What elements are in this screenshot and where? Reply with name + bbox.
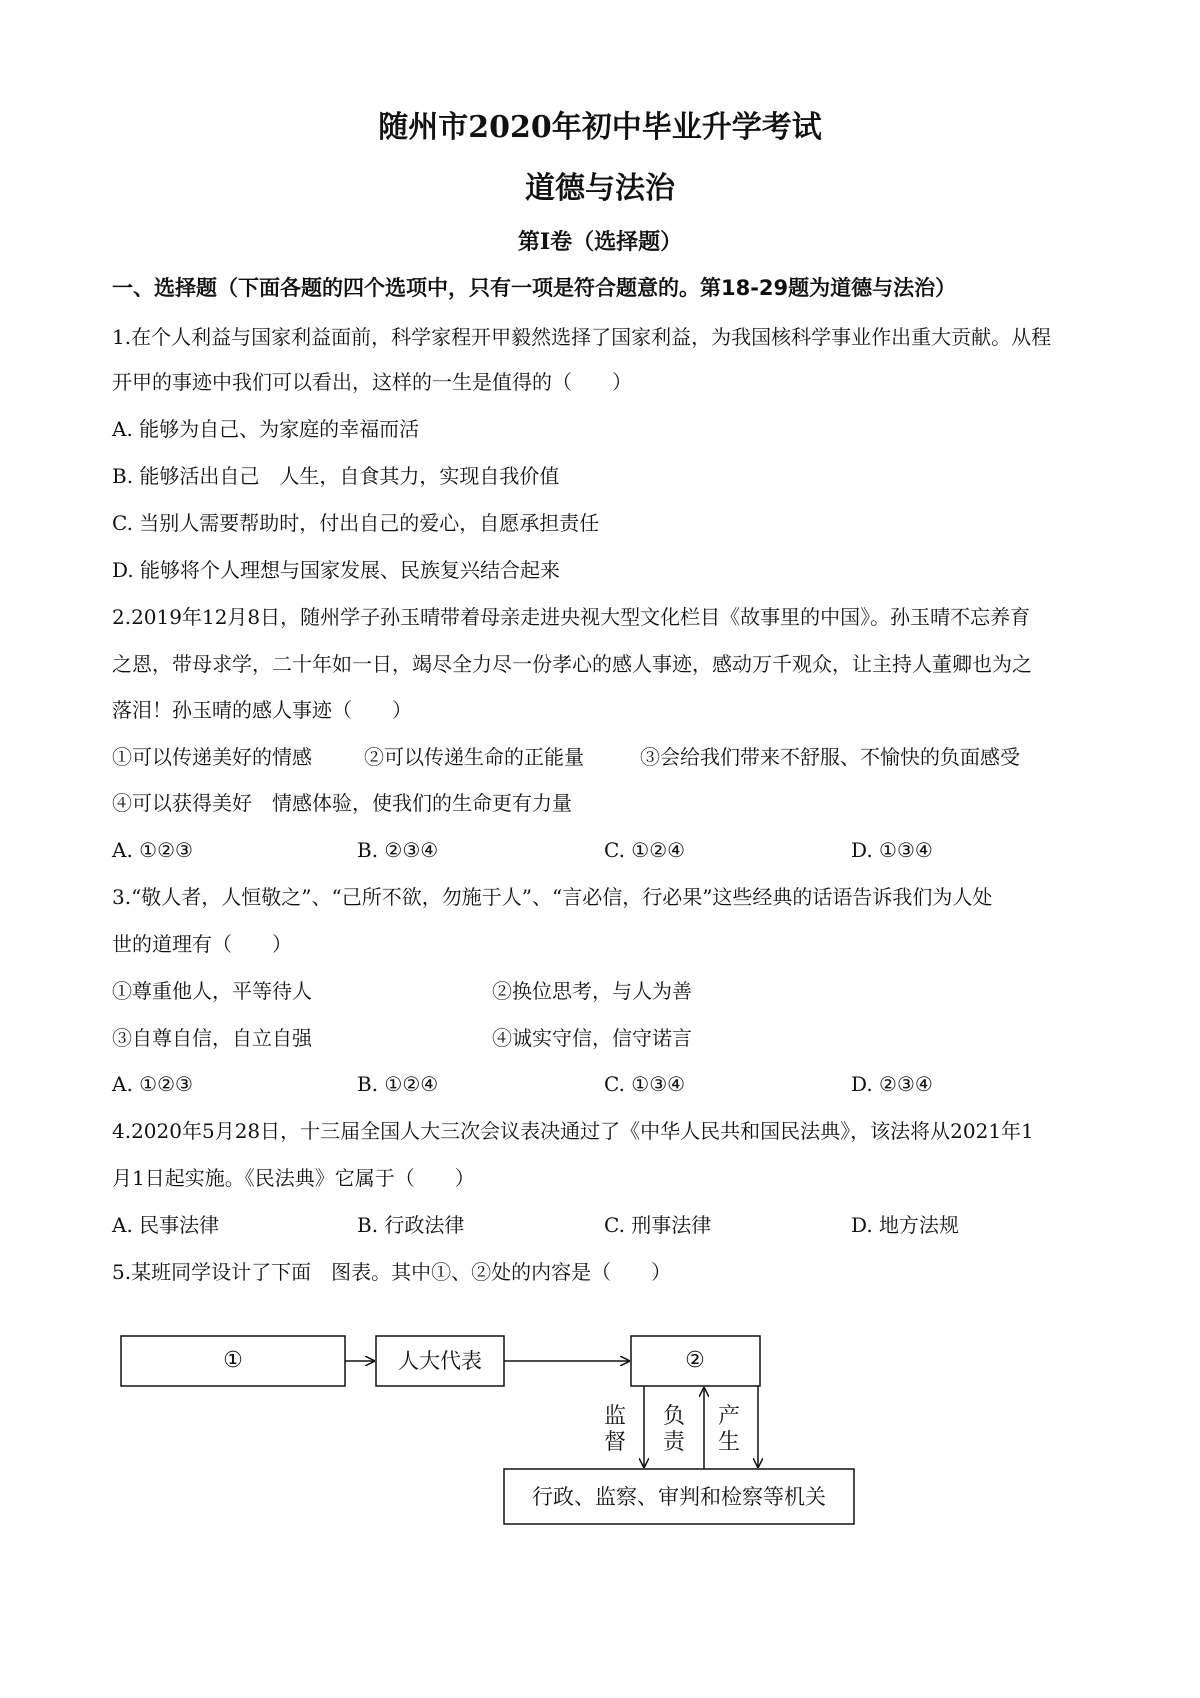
diagram-box-1-label: ① bbox=[223, 1348, 243, 1373]
q3-item-4: ④诚实守信，信守诺言 bbox=[492, 1026, 692, 1050]
q4-stem-line1: 4.2020年5月28日，十三届全国人大三次会议表决通过了《中华人民共和国民法典》，该法将从2021年1 bbox=[112, 1119, 1034, 1143]
diagram-box-2-label: 人大代表 bbox=[398, 1349, 482, 1373]
q2-stem-line1: 2.2019年12月8日，随州学子孙玉晴带着母亲走进央视大型文化栏目《故事里的中国》。孙玉晴不忘养育 bbox=[112, 605, 1031, 629]
label-supervise-char2: 督 bbox=[603, 1430, 627, 1455]
q3-stem-line2: 世的道理有（ ） bbox=[112, 932, 292, 956]
label-produce-char2: 生 bbox=[717, 1430, 741, 1455]
label-responsible-char2: 责 bbox=[662, 1430, 686, 1455]
q5-diagram bbox=[100, 1315, 880, 1535]
q2-option-b: B. ②③④ bbox=[357, 838, 439, 862]
q4-option-b: B. 行政法律 bbox=[357, 1213, 465, 1237]
label-produce-char1: 产 bbox=[717, 1404, 741, 1429]
q2-option-d: D. ①③④ bbox=[851, 838, 933, 862]
section-heading: 一、选择题（下面各题的四个选项中，只有一项是符合题意的。第18-29题为道德与法治） bbox=[112, 276, 957, 300]
q3-item-2: ②换位思考，与人为善 bbox=[492, 979, 692, 1003]
q1-option-b: B. 能够活出自己 人生，自食其力，实现自我价值 bbox=[112, 464, 560, 488]
q2-option-a: A. ①②③ bbox=[112, 838, 193, 862]
diagram-box-4-label: 行政、监察、审判和检察等机关 bbox=[532, 1485, 826, 1509]
q3-option-b: B. ①②④ bbox=[357, 1072, 439, 1096]
q4-option-d: D. 地方法规 bbox=[851, 1213, 960, 1237]
q2-item-1: ①可以传递美好的情感 bbox=[112, 745, 312, 769]
q2-option-c: C. ①②④ bbox=[604, 838, 686, 862]
q1-stem-line1: 1.在个人利益与国家利益面前，科学家程开甲毅然选择了国家利益，为我国核科学事业作出重大贡献。从程 bbox=[112, 325, 1052, 349]
q1-option-d: D. 能够将个人理想与国家发展、民族复兴结合起来 bbox=[112, 558, 561, 582]
q2-stem-line3: 落泪！孙玉晴的感人事迹（ ） bbox=[112, 698, 412, 722]
q2-item-2: ②可以传递生命的正能量 bbox=[364, 745, 584, 769]
q3-option-d: D. ②③④ bbox=[851, 1072, 933, 1096]
q4-stem-line2: 月1日起实施。《民法典》它属于（ ） bbox=[112, 1166, 475, 1190]
volume-title: 第Ⅰ卷（选择题） bbox=[517, 229, 683, 255]
label-supervise-char1: 监 bbox=[603, 1404, 627, 1429]
q3-option-c: C. ①③④ bbox=[604, 1072, 686, 1096]
q3-option-a: A. ①②③ bbox=[112, 1072, 193, 1096]
q5-stem: 5.某班同学设计了下面 图表。其中①、②处的内容是（ ） bbox=[112, 1260, 672, 1284]
q1-option-c: C. 当别人需要帮助时，付出自己的爱心，自愿承担责任 bbox=[112, 511, 600, 535]
exam-subject: 道德与法治 bbox=[525, 171, 675, 206]
diagram-box-3-label: ② bbox=[685, 1348, 705, 1373]
q3-stem-line1: 3.“敬人者，人恒敬之”、“己所不欲，勿施于人”、“言必信，行必果”这些经典的话语告诉我们为人处 bbox=[112, 885, 993, 909]
q3-item-1: ①尊重他人，平等待人 bbox=[112, 979, 312, 1003]
exam-title: 随州市2020年初中毕业升学考试 bbox=[378, 110, 822, 145]
q1-stem-line2: 开甲的事迹中我们可以看出，这样的一生是值得的（ ） bbox=[112, 370, 632, 394]
q4-option-c: C. 刑事法律 bbox=[604, 1213, 712, 1237]
q2-stem-line2: 之恩，带母求学，二十年如一日，竭尽全力尽一份孝心的感人事迹，感动万千观众，让主持人董卿也为之 bbox=[112, 652, 1032, 676]
q3-item-3: ③自尊自信，自立自强 bbox=[112, 1026, 312, 1050]
q2-item-3: ③会给我们带来不舒服、不愉快的负面感受 bbox=[640, 745, 1020, 769]
q1-option-a: A. 能够为自己、为家庭的幸福而活 bbox=[112, 417, 420, 441]
q4-option-a: A. 民事法律 bbox=[112, 1213, 220, 1237]
label-responsible-char1: 负 bbox=[662, 1404, 686, 1429]
q2-item-4: ④可以获得美好 情感体验，使我们的生命更有力量 bbox=[112, 791, 572, 815]
